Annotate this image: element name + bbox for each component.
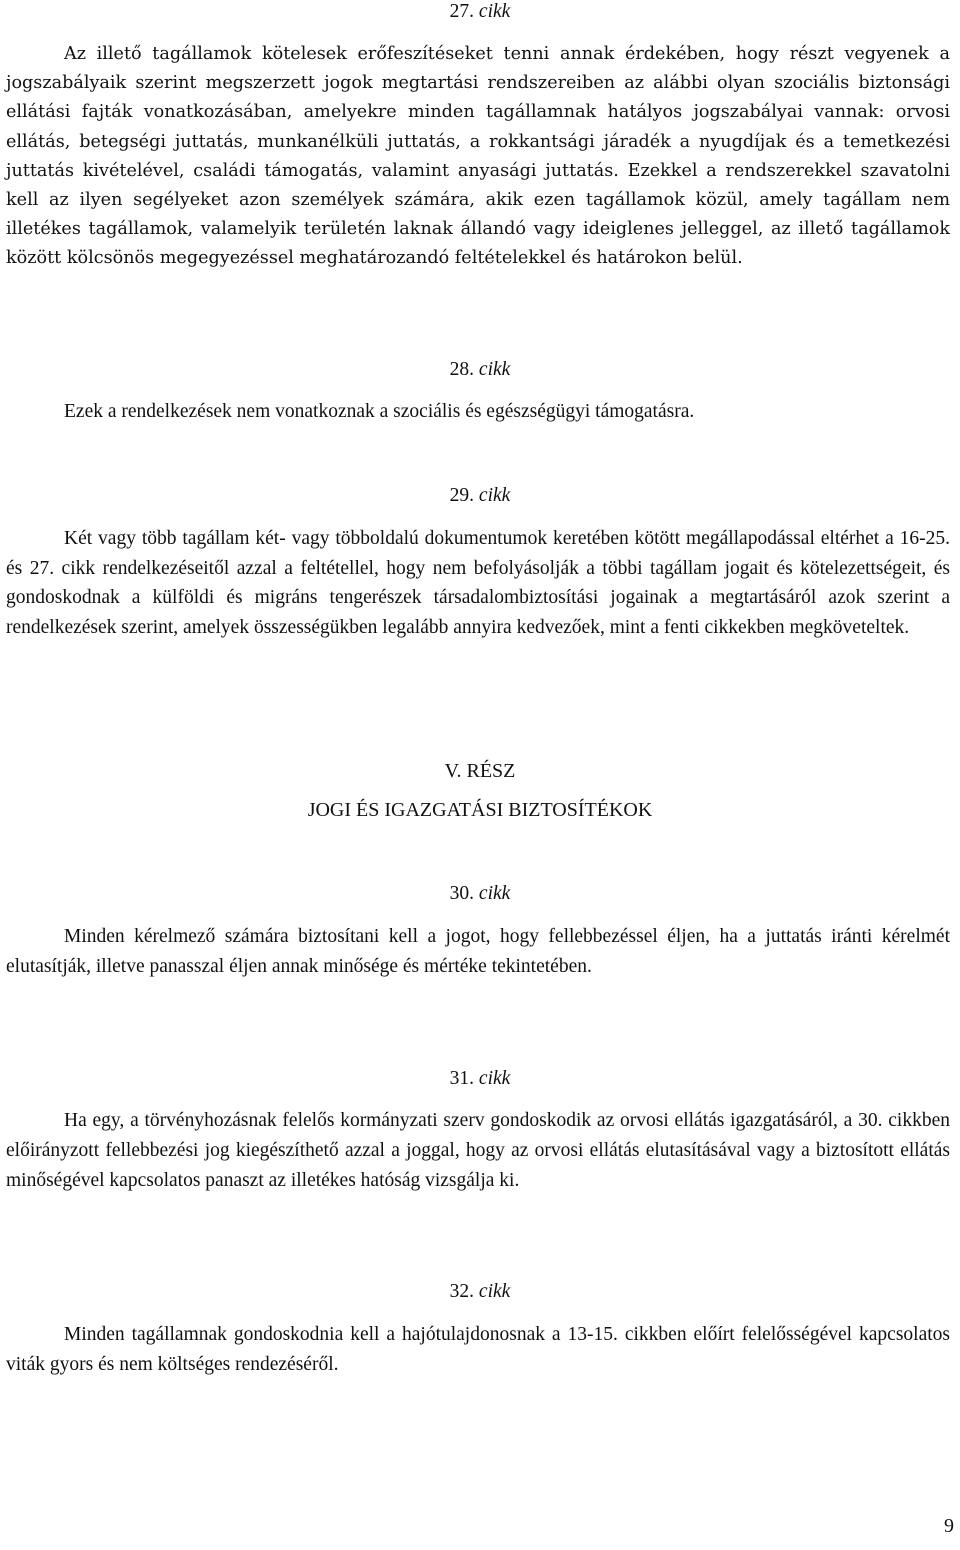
article-28-heading (0, 358, 960, 382)
article-number: 27. (449, 1, 475, 22)
article-32-heading (0, 1280, 960, 1304)
article-31-text: Ha egy, a törvényhozásnak felelős kormányzati szerv gondoskodik az orvosi ellátás igazgatásáról, a 30. cikkben előirányzott fellebbezési jog kiegészíthető azzal a joggal, hogy az orvosi ellátás elutasításával vagy a biztosított ellátás minőségével kapcsolatos panaszt az illetékes hatóság vizsgálja ki. (6, 1110, 950, 1191)
article-31-heading (0, 1067, 960, 1091)
part-title: JOGI ÉS IGAZGATÁSI BIZTOSÍTÉKOK (307, 799, 653, 821)
article-28-paragraph (6, 397, 950, 426)
article-word: cikk (478, 1281, 511, 1302)
article-29-heading (0, 484, 960, 508)
article-30-text: Minden kérelmező számára biztosítani kell a jogot, hogy fellebbezéssel éljen, ha a juttatás iránti kérelmét elutasítják, illetve panasszal éljen annak minősége és mértéke tekintetében. (6, 926, 950, 977)
article-word: cikk (478, 485, 511, 506)
article-word: cikk (478, 1, 511, 22)
page-number: 9 (944, 1515, 954, 1537)
article-30-paragraph (6, 922, 950, 982)
article-word: cikk (478, 1068, 511, 1089)
article-27-text: Az illető tagállamok kötelesek erőfeszítéseket tenni annak érdekében, hogy részt vegyenek a jogszabályaik szerint megszerzett jogok megtartási rendszereiben az alábbi olyan szociális biztonsági ellátási fajták vonatkozásában, amelyekre minden tagállamnak hatályos jogszabályai vannak: orvosi ellátás, betegségi juttatás, munkanélküli juttatás, a rokkantsági járadék a nyugdíjak és a temetkezési juttatás kivételével, családi támogatás, valamint anyasági juttatás. Ezekkel a rendszerekkel szavatolni kell az ilyen segélyeket azon személyek számára, akik ezen tagállamok közül, amely tagállam nem illetékes tagállamok, valamelyik területén laknak állandó vagy ideiglenes jelleggel, az illető tagállamok között kölcsönös megegyezéssel meghatározandó feltételekkel és határokon belül. (6, 44, 950, 269)
article-word: cikk (478, 359, 511, 380)
article-27-paragraph (6, 40, 950, 274)
article-31-paragraph (6, 1106, 950, 1196)
article-29-text: Két vagy több tagállam két- vagy többoldalú dokumentumok keretében kötött megállapodással eltérhet a 16-25. és 27. cikk rendelkezéseitől azzal a feltétellel, hogy nem befolyásolják a többi tagállam jogait és kötelezettségeit, és gondoskodnak a külföldi és migráns tengerészek társadalombiztosítási jogainak a megtartásáról azok szerint a rendelkezések szerint, amelyek összességükben legalább annyira kedvezőek, mint a fenti cikkekben megköveteltek. (6, 528, 950, 638)
article-word: cikk (478, 883, 511, 904)
article-32-text: Minden tagállamnak gondoskodnia kell a hajótulajdonosnak a 13-15. cikkben előírt felelősségével kapcsolatos viták gyors és nem költséges rendezéséről. (6, 1324, 950, 1375)
article-number: 32. (449, 1281, 475, 1302)
article-27-heading (0, 0, 960, 24)
article-28-text: Ezek a rendelkezések nem vonatkoznak a szociális és egészségügyi támogatásra. (64, 401, 695, 422)
article-32-paragraph (6, 1320, 950, 1380)
part-number: V. RÉSZ (444, 760, 516, 782)
article-number: 30. (449, 883, 475, 904)
article-number: 28. (449, 359, 475, 380)
article-number: 31. (449, 1068, 475, 1089)
article-29-paragraph (6, 524, 950, 642)
article-number: 29. (449, 485, 475, 506)
article-30-heading (0, 882, 960, 906)
